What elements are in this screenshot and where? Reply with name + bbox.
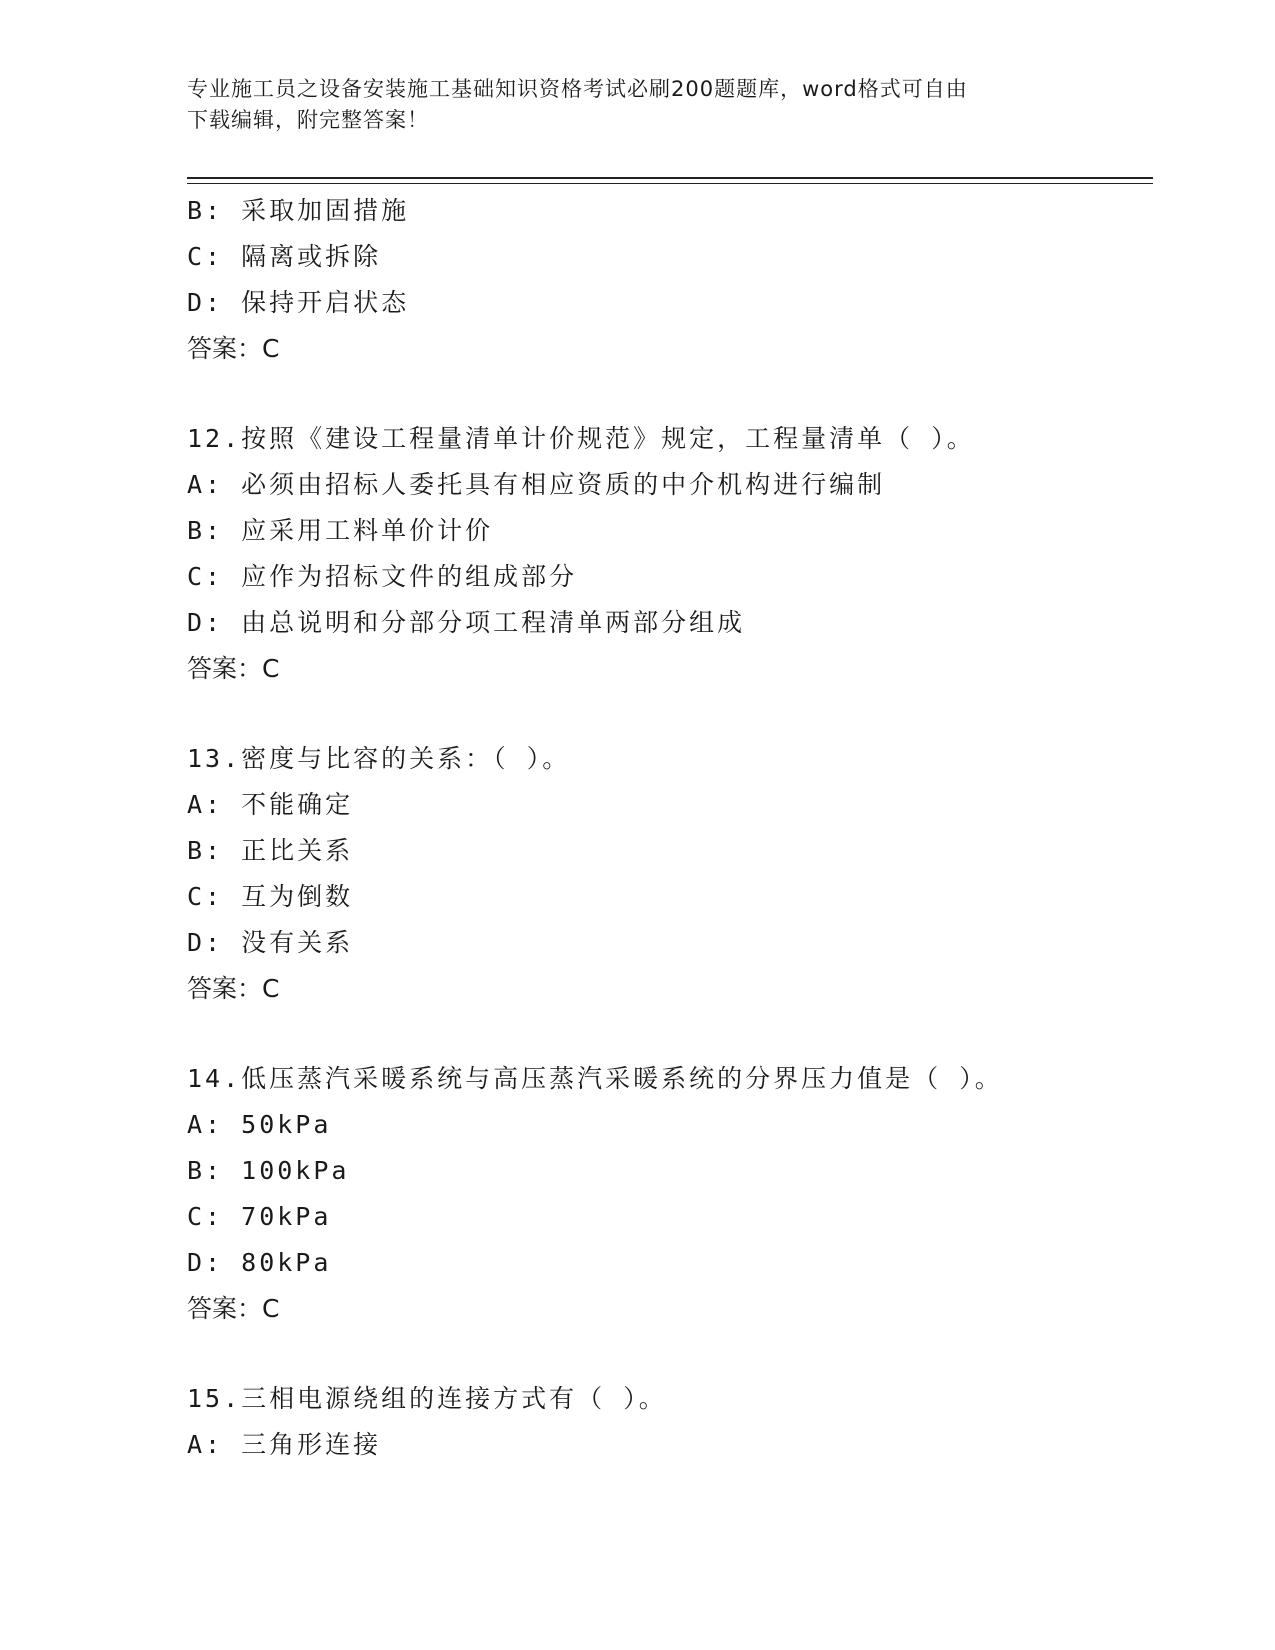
question-15	[187, 1376, 1147, 1468]
option-d: D: 保持开启状态	[187, 288, 410, 317]
option-a: A: 不能确定	[187, 790, 354, 819]
header-divider-thin	[187, 183, 1153, 184]
option-b: B: 采取加固措施	[187, 196, 410, 225]
question-14	[187, 1056, 1147, 1332]
answer-line: 答案：C	[187, 334, 280, 363]
question-stem: 14.低压蒸汽采暖系统与高压蒸汽采暖系统的分界压力值是（ ）。	[187, 1064, 1003, 1093]
option-a: A: 50kPa	[187, 1110, 332, 1139]
option-c: C: 互为倒数	[187, 882, 354, 911]
spacer	[187, 372, 1147, 416]
header-divider-thick	[187, 177, 1153, 179]
header-line-1: 专业施工员之设备安装施工基础知识资格考试必刷200题题库，word格式可自由	[187, 77, 968, 101]
option-b: B: 应采用工料单价计价	[187, 516, 494, 545]
question-stem: 13.密度与比容的关系：（ ）。	[187, 744, 571, 773]
question-13	[187, 736, 1147, 1012]
spacer	[187, 692, 1147, 736]
option-d: D: 80kPa	[187, 1248, 332, 1277]
header-line-2: 下载编辑，附完整答案！	[187, 108, 429, 132]
document-header	[187, 74, 1087, 136]
question-list	[187, 188, 1147, 1468]
question-stem: 15.三相电源绕组的连接方式有（ ）。	[187, 1384, 667, 1413]
option-b: B: 正比关系	[187, 836, 354, 865]
option-d: D: 没有关系	[187, 928, 354, 957]
spacer	[187, 1012, 1147, 1056]
answer-line: 答案：C	[187, 974, 280, 1003]
option-c: C: 应作为招标文件的组成部分	[187, 562, 578, 591]
answer-line: 答案：C	[187, 1294, 280, 1323]
option-a: A: 必须由招标人委托具有相应资质的中介机构进行编制	[187, 470, 886, 499]
question-11-partial	[187, 188, 1147, 372]
question-12	[187, 416, 1147, 692]
question-stem: 12.按照《建设工程量清单计价规范》规定，工程量清单（ ）。	[187, 424, 975, 453]
spacer	[187, 1332, 1147, 1376]
option-b: B: 100kPa	[187, 1156, 350, 1185]
answer-line: 答案：C	[187, 654, 280, 683]
option-c: C: 70kPa	[187, 1202, 332, 1231]
option-a: A: 三角形连接	[187, 1430, 382, 1459]
option-d: D: 由总说明和分部分项工程清单两部分组成	[187, 608, 746, 637]
option-c: C: 隔离或拆除	[187, 242, 382, 271]
